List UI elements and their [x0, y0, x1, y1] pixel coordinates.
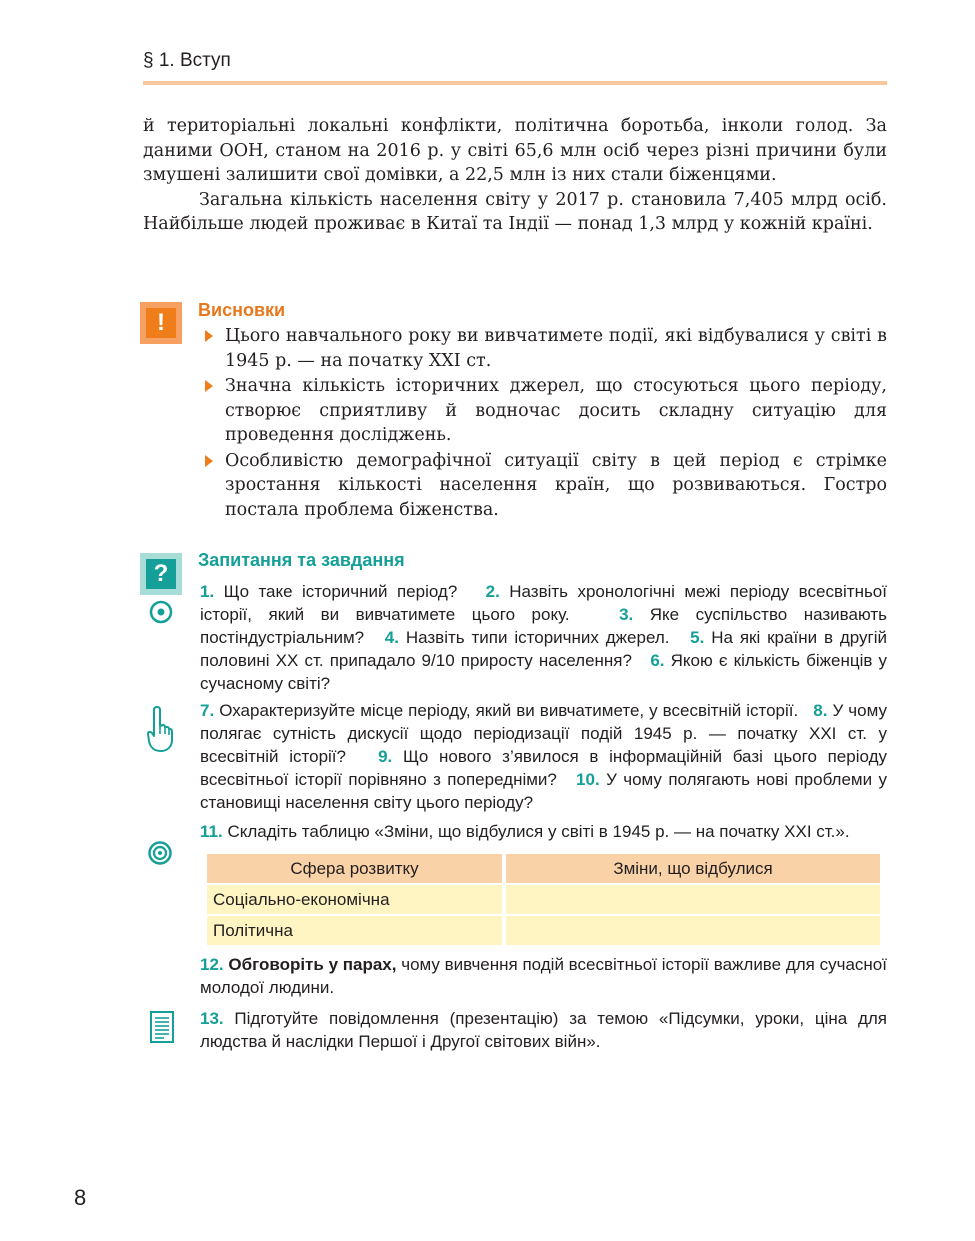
hand-pointing-icon	[146, 704, 174, 754]
bullet-icon	[205, 455, 213, 467]
questions-title: Запитання та завдання	[198, 550, 405, 570]
table-row	[207, 885, 880, 914]
table-cell	[506, 916, 880, 945]
table-header-cell: Зміни, що відбулися	[506, 854, 880, 883]
questions-group-1: 1. Що таке історичний період? 2. Назвіть хронологічні межі періоду всесвітньої історії, який ви вивчатимете цього року. 3. Яке суспільство називають постіндустріальним? 4. Назвіть типи історичних джерел. 5. На які країни в другій половині XX ст. припадало 9/10 приросту населення? 6. Якою є кількість біженців у сучасному світі?	[200, 582, 888, 693]
question-icon: ?	[140, 553, 182, 595]
question-13: 13. Підготуйте повідомлення (презентацію) за темою «Підсумки, уроки, ціна для людства й наслідки Першої і Другої світових війн».	[200, 1009, 887, 1051]
conclusions-title: Висновки	[198, 300, 286, 320]
target-icon	[148, 599, 174, 625]
conclusions-list	[200, 324, 887, 523]
table-row	[207, 916, 880, 945]
list-item: Особливістю демографічної ситуації світу в цей період є стрімке зростання кількості населення країн, що розвиваються. Гостро постала проблема біженства.	[200, 449, 887, 523]
list-item: Цього навчального року ви вивчатимете події, які відбувалися у світі в 1945 р. — на початку XXI ст.	[200, 324, 887, 373]
intro-paragraph-2: Загальна кількість населення світу у 2017 р. становила 7,405 млрд осіб. Найбільше людей проживає в Китаї та Індії — понад 1,3 млрд у кожній країні.	[143, 189, 887, 234]
bullet-icon	[205, 380, 213, 392]
header-rule	[143, 81, 887, 85]
table-header-cell: Сфера розвитку	[207, 854, 502, 883]
table-cell: Політична	[207, 916, 502, 945]
bullet-icon	[205, 330, 213, 342]
table-cell	[506, 885, 880, 914]
table-header-row	[207, 854, 880, 883]
intro-paragraph-1: й територіальні локальні конфлікти, політична боротьба, інколи голод. За даними ООН, станом на 2016 р. у світі 65,6 млн осіб через різні причини були змушені залишити свої домівки, а 22,5 млн із них стали біженцями.	[143, 116, 887, 185]
changes-table	[203, 852, 884, 947]
list-item: Значна кількість історичних джерел, що стосуються цього періоду, створює сприятливу й водночас досить складну ситуацію для проведення досліджень.	[200, 374, 887, 448]
exclamation-icon: !	[140, 302, 182, 344]
question-12: 12. Обговоріть у парах, чому вивчення подій всесвітньої історії важливе для сучасної молодої людини.	[200, 955, 887, 997]
intro-text	[143, 114, 887, 237]
running-header: § 1. Вступ	[143, 50, 231, 71]
page-number: 8	[74, 1185, 87, 1210]
question-11: 11. Складіть таблицю «Зміни, що відбулися у світі в 1945 р. — на початку XXI ст.».	[200, 822, 850, 841]
table-cell: Соціально-економічна	[207, 885, 502, 914]
document-icon	[148, 1010, 176, 1044]
questions-group-2: 7. Охарактеризуйте місце періоду, який ви вивчатимете, у всесвітній історії. 8. У чому полягає сутність дискусії щодо періодизації подій 1945 р. — початку XXI ст. у всесвітній історії? 9. Що нового з’явилося в інформаційній базі цього періоду всесвітньої історії порівняно з попередніми? 10. У чому полягають нові проблеми у становищі населення світу цього періоду?	[200, 701, 888, 812]
concentric-circles-icon	[147, 840, 173, 866]
